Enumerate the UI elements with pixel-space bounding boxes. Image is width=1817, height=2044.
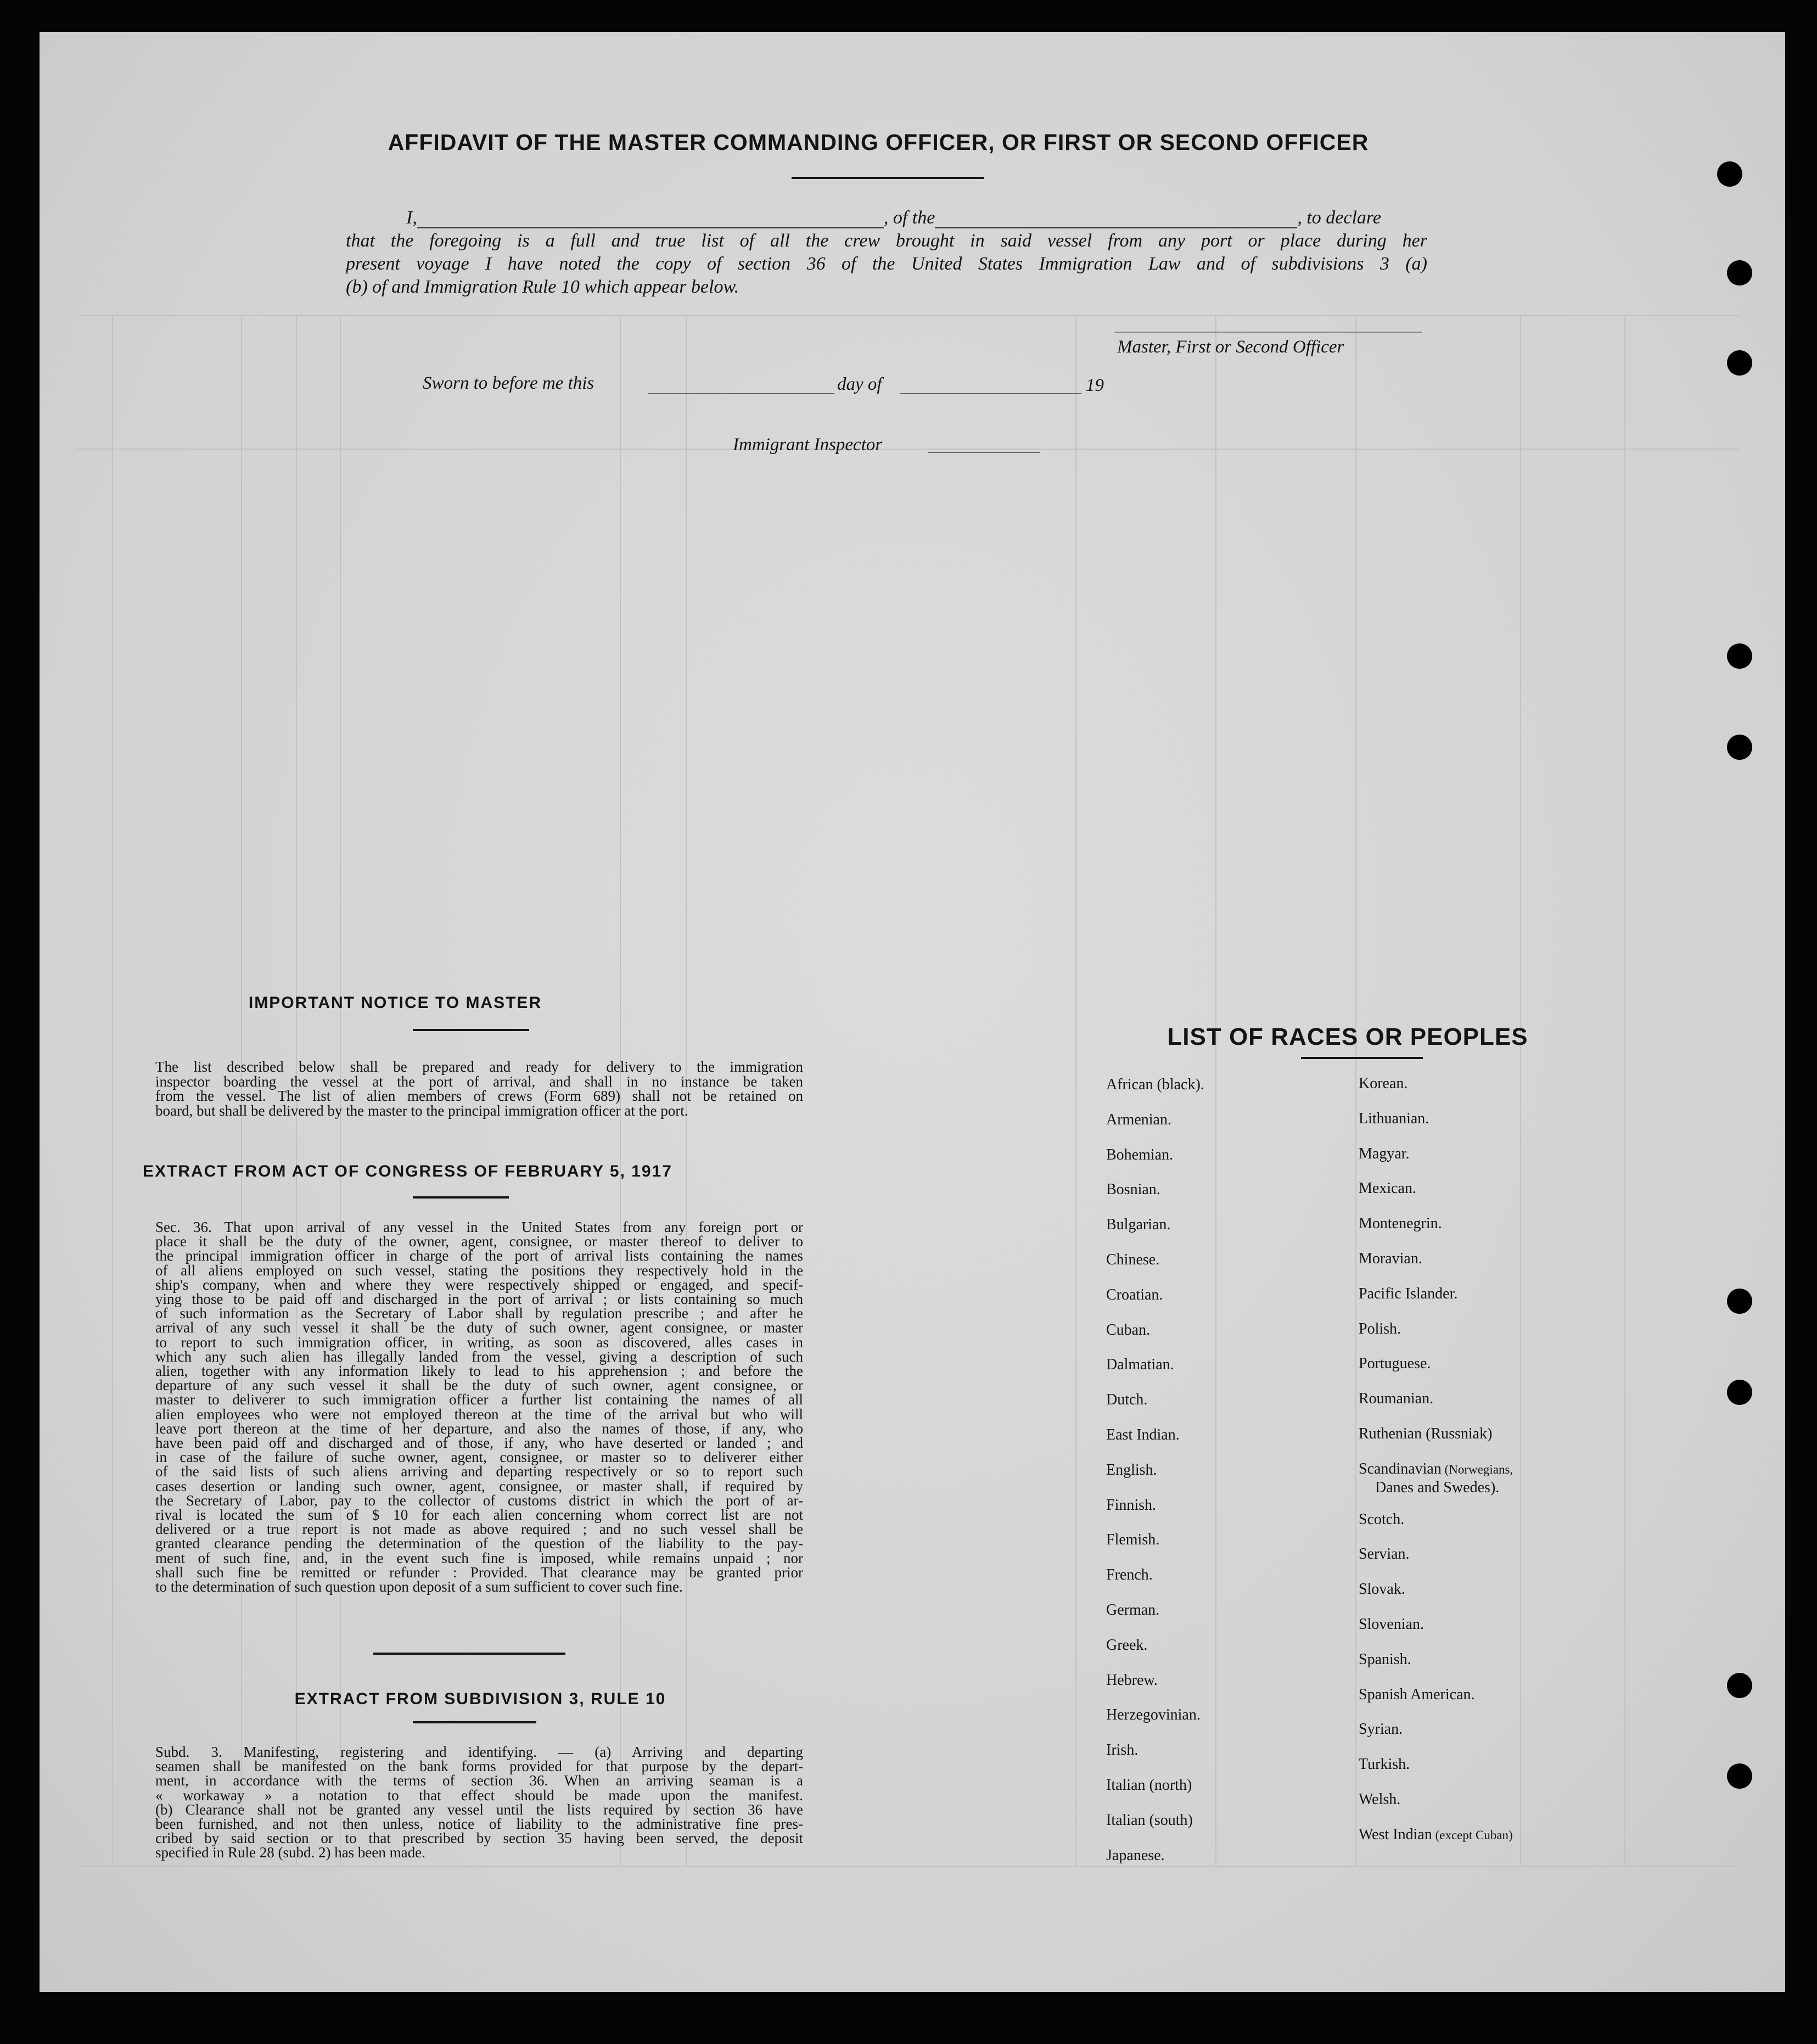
race-name: Slovak.: [1359, 1581, 1405, 1598]
act-heading: EXTRACT FROM ACT OF CONGRESS OF FEBRUARY 5, 1917: [143, 1162, 672, 1180]
paragraph-line: master to deliverer to such immigration officer a further list containing the names of all: [155, 1391, 803, 1408]
race-name: German.: [1106, 1601, 1160, 1619]
rule-heading: EXTRACT FROM SUBDIVISION 3, RULE 10: [294, 1690, 666, 1708]
race-item: [1359, 1320, 1401, 1338]
race-name: Syrian.: [1359, 1721, 1403, 1738]
sworn-label: Sworn to before me this: [423, 373, 595, 393]
race-item: [1106, 1426, 1180, 1444]
paragraph-line: arrival of any such vessel it shall be the duty of such owner, agent consignee, or master: [155, 1319, 803, 1336]
race-name: Spanish American.: [1359, 1685, 1475, 1703]
paragraph-line: departure of any such vessel it shall be the duty of such owner, agent consignee, or: [155, 1377, 803, 1394]
race-name: Herzegovinian.: [1106, 1706, 1201, 1724]
race-name: Montenegrin.: [1359, 1215, 1442, 1233]
paragraph-line: ment of such fine, and, in the event such fine is imposed, while remains unpaid ; nor: [155, 1549, 803, 1566]
punch-hole: [1727, 735, 1752, 760]
race-item: [1106, 1181, 1160, 1199]
paragraph-line: board, but shall be delivered by the master to the principal immigration officer at the port.: [155, 1102, 688, 1119]
notice-paragraph: [155, 1060, 803, 1118]
affidavit-i: I,: [406, 208, 417, 228]
race-name: Greek.: [1106, 1636, 1148, 1654]
race-name: Magyar.: [1359, 1145, 1410, 1162]
paragraph-line: ship's company, when and where they were respectively shipped or engaged, and specif-: [155, 1276, 803, 1293]
race-item: [1359, 1215, 1442, 1233]
race-item: [1359, 1110, 1429, 1128]
punch-hole: [1727, 1380, 1752, 1405]
paragraph-line: the Secretary of Labor, pay to the collector of customs district in which the port of ar-: [155, 1492, 803, 1509]
paragraph-line: « workaway » a notation to that effect should be made upon the manifest.: [155, 1787, 803, 1804]
race-name: Spanish.: [1359, 1650, 1411, 1668]
race-item: [1106, 1076, 1204, 1094]
race-name: Welsh.: [1359, 1791, 1401, 1808]
month-line[interactable]: [900, 393, 1081, 394]
paragraph-line: of the said lists of such aliens arriving and departing respectively or so to report such: [155, 1463, 803, 1480]
race-note: (except Cuban): [1432, 1828, 1513, 1842]
affidavit-line-3: present voyage I have noted the copy of section 36 of the United States Immigration Law and of subdivisions 3 (a): [346, 254, 1427, 274]
act-underline: [413, 1196, 509, 1199]
race-name: West Indian: [1359, 1825, 1432, 1843]
race-item: [1106, 1601, 1159, 1619]
race-item: [1359, 1545, 1410, 1563]
paragraph-line: leave port thereon at the time of her departure, and also the names of those, if any, who: [155, 1420, 803, 1437]
race-item: [1106, 1777, 1192, 1794]
race-item: [1106, 1111, 1171, 1129]
master-signature-line[interactable]: [1114, 332, 1422, 333]
race-item: [1106, 1706, 1201, 1724]
race-name: Irish.: [1106, 1741, 1139, 1759]
punch-hole: [1717, 161, 1742, 187]
paragraph-line: shall such fine be remitted or refunder : Provided. That clearance may be granted prior: [155, 1564, 803, 1581]
race-name: French.: [1106, 1566, 1153, 1584]
paragraph-line: to the determination of such question upon deposit of a sum sufficient to cover such fine.: [155, 1578, 683, 1595]
race-item: [1106, 1741, 1138, 1759]
paragraph-line: ment, in accordance with the terms of section 36. When an arriving seaman is a: [155, 1772, 803, 1789]
race-name: Lithuanian.: [1359, 1110, 1429, 1127]
race-item: [1359, 1791, 1400, 1808]
year-label: 19: [1086, 376, 1104, 395]
paragraph-line: from the vessel. The list of alien members of crews (Form 689) shall not be retained on: [155, 1088, 803, 1104]
race-name: Scandinavian: [1359, 1460, 1442, 1477]
race-item: [1106, 1251, 1159, 1269]
race-name: Korean.: [1359, 1075, 1408, 1092]
race-item: [1359, 1075, 1407, 1093]
race-note: (Norwegians,: [1441, 1462, 1513, 1476]
race-name: Moravian.: [1359, 1250, 1422, 1267]
race-name: Flemish.: [1106, 1531, 1160, 1549]
race-name: Servian.: [1359, 1545, 1410, 1563]
race-name: Bulgarian.: [1106, 1216, 1171, 1234]
race-item: [1106, 1531, 1159, 1549]
paragraph-line: alien, together with any information likely to lead to his apprehension ; and before the: [155, 1363, 803, 1380]
punch-hole: [1727, 260, 1752, 285]
paragraph-line: cribed by said section or to that prescribed by section 35 having been served, the deposit: [155, 1830, 803, 1847]
race-name: Portuguese.: [1359, 1355, 1431, 1373]
race-item: [1106, 1391, 1147, 1409]
paragraph-line: delivered or a true report is not made as above required ; and no such vessel shall be: [155, 1521, 803, 1538]
affidavit-line-1: [406, 206, 1381, 228]
inspector-signature-line[interactable]: [928, 452, 1040, 453]
paragraph-line: of all aliens employed on such vessel, stating the positions they respectively hold in the: [155, 1262, 803, 1279]
master-signature-label: Master, First or Second Officer: [1117, 337, 1344, 357]
race-item: [1359, 1721, 1403, 1738]
race-item: [1106, 1461, 1157, 1479]
race-item: [1106, 1637, 1147, 1654]
affidavit-of-the: , of the: [883, 208, 935, 228]
race-item: [1359, 1390, 1433, 1408]
affidavit-to-declare: , to declare: [1297, 208, 1381, 228]
punch-hole: [1727, 643, 1752, 669]
race-item: [1359, 1511, 1404, 1528]
race-item: [1359, 1145, 1410, 1163]
act-paragraph: [155, 1220, 803, 1594]
act-end-rule: [373, 1653, 565, 1655]
race-item: [1106, 1566, 1153, 1584]
rule-paragraph: [155, 1745, 803, 1860]
race-name: Ruthenian (Russniak): [1359, 1425, 1493, 1442]
paragraph-line: (b) Clearance shall not be granted any vessel until the lists required by section 36 have: [155, 1801, 803, 1818]
race-name: English.: [1106, 1461, 1157, 1479]
paragraph-line: the principal immigration officer in charge of the port of arrival lists containing the names: [155, 1247, 803, 1264]
title-underline: [792, 177, 984, 179]
race-item: [1106, 1497, 1156, 1514]
race-name: Italian (south): [1106, 1811, 1193, 1829]
race-item: [1359, 1756, 1410, 1773]
race-name: Bohemian.: [1106, 1146, 1174, 1163]
race-item: [1359, 1285, 1457, 1303]
race-name: Finnish.: [1106, 1496, 1157, 1514]
race-item: [1106, 1847, 1165, 1864]
race-name: East Indian.: [1106, 1426, 1180, 1443]
paragraph-line: place it shall be the duty of the owner, agent, consignee, or master thereof to deliver to: [155, 1233, 803, 1250]
affidavit-line-2: that the foregoing is a full and true list of all the crew brought in said vessel from any port or place during her: [346, 231, 1427, 251]
race-item: [1106, 1286, 1163, 1304]
paragraph-line: Sec. 36. That upon arrival of any vessel in the United States from any foreign port or: [155, 1219, 803, 1235]
punch-hole: [1727, 1763, 1752, 1789]
paragraph-line: to report to such immigration officer, in writing, as soon as discovered, alles cases in: [155, 1334, 803, 1351]
paragraph-line: specified in Rule 28 (subd. 2) has been made.: [155, 1844, 425, 1861]
race-item: [1359, 1460, 1513, 1478]
race-item: [1359, 1355, 1431, 1373]
races-underline: [1301, 1057, 1423, 1059]
notice-underline: [413, 1029, 529, 1031]
paragraph-line: have been paid off and discharged and of those, if any, who have deserted or landed ; and: [155, 1435, 803, 1452]
races-heading: LIST OF RACES OR PEOPLES: [1167, 1023, 1528, 1050]
race-item: [1359, 1425, 1492, 1443]
race-name: Mexican.: [1359, 1180, 1416, 1197]
race-name: Turkish.: [1359, 1756, 1410, 1773]
race-name: Dutch.: [1106, 1391, 1148, 1409]
race-item: [1359, 1686, 1475, 1704]
punch-hole: [1727, 1289, 1752, 1314]
race-name: Hebrew.: [1106, 1671, 1158, 1689]
race-item: [1106, 1672, 1158, 1689]
race-name: Polish.: [1359, 1320, 1401, 1337]
day-of-label: day of: [837, 374, 882, 394]
paragraph-line: Subd. 3. Manifesting, registering and identifying. — (a) Arriving and departing: [155, 1744, 803, 1760]
race-name: Bosnian.: [1106, 1181, 1160, 1199]
rule-underline: [413, 1721, 536, 1723]
paragraph-line: which any such alien has illegally landed from the vessel, giving a description of such: [155, 1348, 803, 1365]
race-note-line: Danes and Swedes).: [1375, 1479, 1500, 1496]
race-name: Italian (north): [1106, 1777, 1192, 1794]
paragraph-line: inspector boarding the vessel at the port of arrival, and shall in no instance be taken: [155, 1073, 803, 1090]
paragraph-line: ying those to be paid off and discharged in the port of arrival ; or lists containing so much: [155, 1291, 803, 1308]
vessel-name-field[interactable]: [935, 206, 1297, 228]
race-name: Armenian.: [1106, 1111, 1171, 1128]
race-name: African (black).: [1106, 1076, 1204, 1093]
inspector-label: Immigrant Inspector: [733, 435, 883, 455]
race-item: [1106, 1321, 1150, 1339]
race-name: Dalmatian.: [1106, 1356, 1174, 1374]
punch-hole: [1727, 1673, 1752, 1698]
race-name: Chinese.: [1106, 1251, 1160, 1268]
paragraph-line: alien employees who were not employed thereon at the time of the arrival but who will: [155, 1405, 803, 1423]
race-name: Japanese.: [1106, 1846, 1165, 1864]
paragraph-line: of such information as the Secretary of Labor shall by regulation prescribe ; and after he: [155, 1305, 803, 1322]
officer-name-field[interactable]: [417, 206, 884, 228]
race-name: Cuban.: [1106, 1321, 1151, 1339]
paragraph-line: granted clearance pending the determination of the question of the liability to the pay-: [155, 1535, 803, 1552]
notice-heading: IMPORTANT NOTICE TO MASTER: [248, 994, 542, 1012]
sworn-date-line[interactable]: [648, 393, 834, 394]
race-item: [1359, 1180, 1416, 1197]
affidavit-line-4: (b) of and Immigration Rule 10 which appear below.: [346, 277, 739, 297]
race-item: [1106, 1146, 1173, 1164]
race-name: Slovenian.: [1359, 1616, 1424, 1633]
race-item: [1359, 1616, 1424, 1633]
race-item: [1359, 1651, 1411, 1668]
race-item: [1359, 1250, 1422, 1268]
race-item: [1106, 1216, 1170, 1234]
affidavit-title: AFFIDAVIT OF THE MASTER COMMANDING OFFICER, OR FIRST OR SECOND OFFICER: [388, 130, 1369, 155]
race-item: [1359, 1826, 1513, 1844]
race-name: Roumanian.: [1359, 1390, 1434, 1408]
race-name: Pacific Islander.: [1359, 1285, 1458, 1302]
race-name: Croatian.: [1106, 1286, 1163, 1303]
race-item: [1106, 1812, 1193, 1829]
paragraph-line: been furnished, and not then unless, notice of liability to the administrative fine pres-: [155, 1816, 803, 1833]
paragraph-line: seamen shall be manifested on the bank forms provided for that purpose by the depart-: [155, 1758, 803, 1775]
paragraph-line: cases desertion or landing such owner, agent, consignee, or master shall, if required by: [155, 1477, 803, 1494]
punch-hole: [1727, 350, 1752, 376]
race-item: [1106, 1356, 1174, 1374]
paragraph-line: rival is located the sum of $ 10 for each alien concerning whom correct list are not: [155, 1507, 803, 1524]
race-name: Scotch.: [1359, 1510, 1405, 1528]
race-item: [1359, 1581, 1405, 1598]
paragraph-line: The list described below shall be prepared and ready for delivery to the immigration: [155, 1059, 803, 1075]
paragraph-line: in case of the failure of suche owner, agent, consignee, or master so to deliverer either: [155, 1449, 803, 1466]
